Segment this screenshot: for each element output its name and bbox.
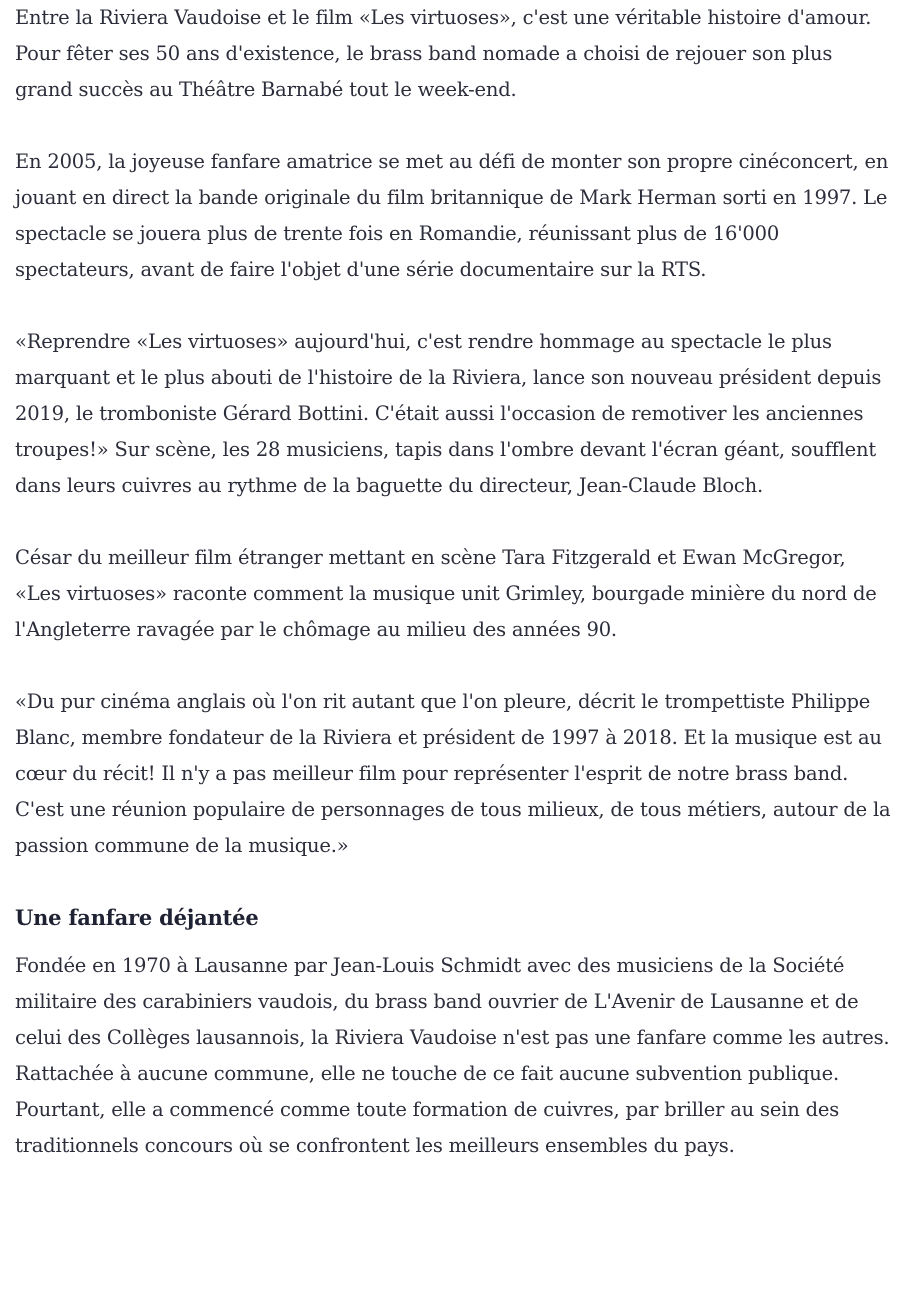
section-heading: Une fanfare déjantée <box>15 905 259 930</box>
paragraph-intro: Entre la Riviera Vaudoise et le film «Les virtuoses», c'est une véritable histoire d'amour. Pour fêter ses 50 ans d'existence, le brass band nomade a choisi de rejouer son plus grand succès au Théâtre Barnabé tout le week-end. <box>15 6 872 101</box>
paragraph-trumpeter-quote: «Du pur cinéma anglais où l'on rit autant que l'on pleure, décrit le trompettiste Philippe Blanc, membre fondateur de la Riviera et président de 1997 à 2018. Et la musique est au cœur du récit! Il n'y a pas meilleur film pour représenter l'esprit de notre brass band. C'est une réunion populaire de personnages de tous milieux, de tous métiers, autour de la passion commune de la musique.» <box>15 690 891 857</box>
paragraph-history: Fondée en 1970 à Lausanne par Jean-Louis Schmidt avec des musiciens de la Société militaire des carabiniers vaudois, du brass band ouvrier de L'Avenir de Lausanne et de celui des Collèges lausannois, la Riviera Vaudoise n'est pas une fanfare comme les autres. Rattachée à aucune commune, elle ne touche de ce fait aucune subvention publique. Pourtant, elle a commencé comme toute formation de cuivres, par briller au sein des traditionnels concours où se confrontent les meilleurs ensembles du pays. <box>15 954 890 1157</box>
paragraph-cine-concert: En 2005, la joyeuse fanfare amatrice se met au défi de monter son propre cinéconcert, en jouant en direct la bande originale du film britannique de Mark Herman sorti en 1997. Le spectacle se jouera plus de trente fois en Romandie, réunissant plus de 16'000 spectateurs, avant de faire l'objet d'une série documentaire sur la RTS. <box>15 150 889 281</box>
article-body <box>15 0 895 1164</box>
paragraph-president-quote: «Reprendre «Les virtuoses» aujourd'hui, c'est rendre hommage au spectacle le plus marquant et le plus abouti de l'histoire de la Riviera, lance son nouveau président depuis 2019, le tromboniste Gérard Bottini. C'était aussi l'occasion de remotiver les anciennes troupes!» Sur scène, les 28 musiciens, tapis dans l'ombre devant l'écran géant, soufflent dans leurs cuivres au rythme de la baguette du directeur, Jean-Claude Bloch. <box>15 330 882 497</box>
paragraph-film-summary: César du meilleur film étranger mettant en scène Tara Fitzgerald et Ewan McGregor, «Les virtuoses» raconte comment la musique unit Grimley, bourgade minière du nord de l'Angleterre ravagée par le chômage au milieu des années 90. <box>15 546 877 641</box>
